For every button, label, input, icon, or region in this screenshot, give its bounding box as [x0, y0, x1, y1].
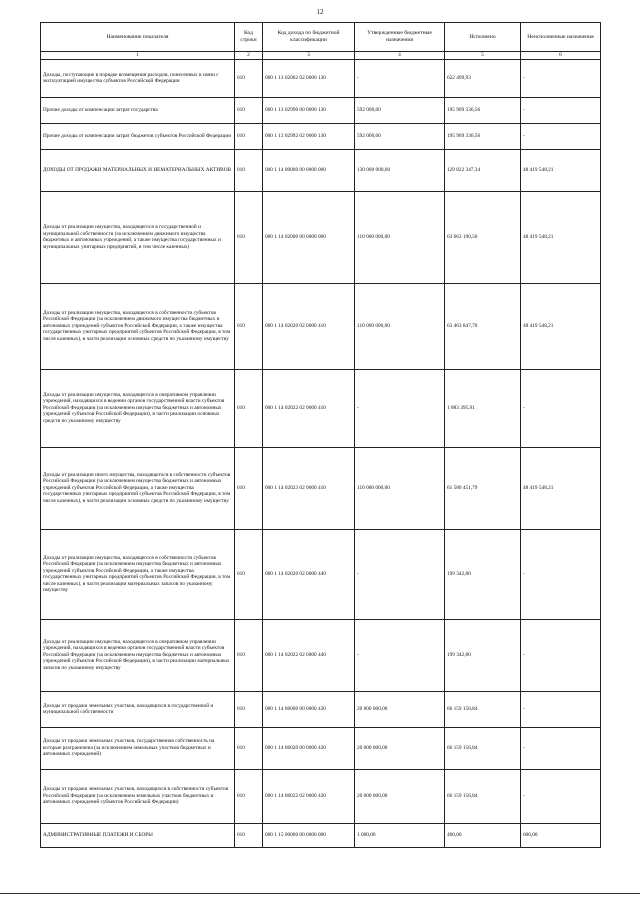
classification-code-cell: 000 1 15 00000 00 0000 000 — [263, 823, 355, 847]
line-code-cell: 010 — [235, 823, 263, 847]
indicator-name-cell: Доходы от реализации имущества, находящегося в собственности субъектов Российской Федерации (за исключением движимого имущества бюджетных и автономных учреждений субъектов Российской Федерации, а также имущества государственных унитарных предприятий субъектов Российской Федерации, в том числе казенных), в части реализации основных средств по указанному имуществу — [41, 283, 235, 369]
indicator-name-cell: Доходы от реализации имущества, находящегося в собственности субъектов Российской Федерации (за исключением имущества бюджетных и автономных учреждений субъектов Российской Федерации, а также имущества государственных унитарных предприятий субъектов Российской Федерации, в том числе казенных), в части реализации материальных запасов по указанному имуществу — [41, 529, 235, 619]
approved-cell: 592 000,00 — [355, 97, 445, 123]
indicator-name-cell: Прочие доходы от компенсации затрат бюджетов субъектов Российской Федерации — [41, 123, 235, 149]
approved-cell: - — [355, 59, 445, 97]
approved-cell: 130 000 000,00 — [355, 149, 445, 191]
unexecuted-cell: - — [521, 619, 601, 691]
classification-code-cell: 000 1 13 02992 02 0000 130 — [263, 123, 355, 149]
line-code-cell: 010 — [235, 149, 263, 191]
executed-cell: 61 580 451,79 — [445, 447, 521, 529]
line-code-cell: 010 — [235, 619, 263, 691]
revenue-table — [40, 22, 601, 848]
executed-cell: 66 159 156,84 — [445, 769, 521, 823]
table-row — [41, 97, 601, 123]
indicator-name-cell: Доходы от реализации имущества, находящегося в государственной и муниципальной собственности (за исключением движимого имущества бюджетных и автономных учреждений, а также имущества государственных и муниципальных унитарных предприятий, в том числе казенных) — [41, 191, 235, 283]
classification-code-cell: 000 1 14 02022 02 0000 410 — [263, 369, 355, 447]
classification-code-cell: 000 1 14 02022 02 0000 440 — [263, 619, 355, 691]
executed-cell: 129 822 347,34 — [445, 149, 521, 191]
header-line-code: Код строки — [235, 23, 263, 52]
unexecuted-cell: 48 419 548,21 — [521, 447, 601, 529]
line-code-cell: 010 — [235, 691, 263, 727]
approved-cell: 1 000,00 — [355, 823, 445, 847]
header-indicator-name: Наименование показателя — [41, 23, 235, 52]
column-number: 2 — [235, 52, 263, 60]
unexecuted-cell: - — [521, 97, 601, 123]
unexecuted-cell: 48 419 548,21 — [521, 283, 601, 369]
line-code-cell: 010 — [235, 191, 263, 283]
executed-cell: 195 969 336,56 — [445, 123, 521, 149]
table-row — [41, 823, 601, 847]
classification-code-cell: 000 1 14 02020 02 0000 440 — [263, 529, 355, 619]
approved-cell: - — [355, 619, 445, 691]
indicator-name-cell: Доходы от реализации имущества, находящегося в оперативном управлении учреждений, находящихся в ведении органов государственной власти субъектов Российской Федерации (за исключением имущества бюджетных и автономных учреждений субъектов Российской Федерации), в части реализации основных средств по указанному имуществу — [41, 369, 235, 447]
approved-cell: 110 000 000,00 — [355, 447, 445, 529]
line-code-cell: 010 — [235, 123, 263, 149]
executed-cell: 66 159 156,84 — [445, 727, 521, 769]
executed-cell: 1 883 395,91 — [445, 369, 521, 447]
classification-code-cell: 000 1 13 02990 00 0000 130 — [263, 97, 355, 123]
classification-code-cell: 000 1 14 06020 00 0000 430 — [263, 727, 355, 769]
line-code-cell: 010 — [235, 283, 263, 369]
unexecuted-cell: - — [521, 727, 601, 769]
executed-cell: 63 663 190,50 — [445, 191, 521, 283]
approved-cell: - — [355, 369, 445, 447]
executed-cell: 66 159 156,84 — [445, 691, 521, 727]
table-row — [41, 529, 601, 619]
unexecuted-cell: 48 419 548,21 — [521, 149, 601, 191]
unexecuted-cell: - — [521, 691, 601, 727]
line-code-cell: 010 — [235, 529, 263, 619]
table-row — [41, 123, 601, 149]
classification-code-cell: 000 1 14 06022 02 0000 430 — [263, 769, 355, 823]
unexecuted-cell: - — [521, 59, 601, 97]
classification-code-cell: 000 1 14 06000 00 0000 430 — [263, 691, 355, 727]
classification-code-cell: 000 1 13 02062 02 0000 130 — [263, 59, 355, 97]
line-code-cell: 010 — [235, 59, 263, 97]
indicator-name-cell: Доходы от реализации иного имущества, находящегося в собственности субъектов Российской Федерации (за исключением имущества бюджетных и автономных учреждений субъектов Российской Федерации, а также имущества государственных унитарных предприятий субъектов Российской Федерации, в том числе казенных), в части реализации основных средств по указанному имуществу — [41, 447, 235, 529]
table-row — [41, 447, 601, 529]
table-row — [41, 149, 601, 191]
unexecuted-cell: 600,00 — [521, 823, 601, 847]
table-row — [41, 727, 601, 769]
indicator-name-cell: Доходы от продажи земельных участков, государственная собственность на которые разграничена (за исключением земельных участков бюджетных и автономных учреждений) — [41, 727, 235, 769]
line-code-cell: 010 — [235, 97, 263, 123]
table-row — [41, 691, 601, 727]
indicator-name-cell: АДМИНИСТРАТИВНЫЕ ПЛАТЕЖИ И СБОРЫ — [41, 823, 235, 847]
line-code-cell: 010 — [235, 727, 263, 769]
executed-cell: 199 342,80 — [445, 619, 521, 691]
executed-cell: 400,00 — [445, 823, 521, 847]
column-number-row — [41, 52, 601, 60]
line-code-cell: 010 — [235, 447, 263, 529]
page-number: 12 — [316, 8, 324, 16]
column-number: 3 — [263, 52, 355, 60]
indicator-name-cell: Доходы от реализации имущества, находящегося в оперативном управлении учреждений, находящихся в ведении органов государственной власти субъектов Российской Федерации (за исключением имущества бюджетных и автономных учреждений субъектов Российской Федерации), в части реализации материальных запасов по указанному имуществу — [41, 619, 235, 691]
unexecuted-cell: - — [521, 123, 601, 149]
indicator-name-cell: Доходы от продажи земельных участков, находящихся в собственности субъектов Российской Федерации (за исключением земельных участков бюджетных и автономных учреждений субъектов Российской Федерации) — [41, 769, 235, 823]
column-number: 1 — [41, 52, 235, 60]
unexecuted-cell: - — [521, 529, 601, 619]
column-number: 6 — [521, 52, 601, 60]
unexecuted-cell: - — [521, 769, 601, 823]
approved-cell: 20 000 000,00 — [355, 769, 445, 823]
executed-cell: 63 463 847,70 — [445, 283, 521, 369]
table-row — [41, 769, 601, 823]
indicator-name-cell: Доходы от продажи земельных участков, находящихся в государственной и муниципальной собственности — [41, 691, 235, 727]
table-row — [41, 283, 601, 369]
header-executed: Исполнено — [445, 23, 521, 52]
classification-code-cell: 000 1 14 02023 02 0000 410 — [263, 447, 355, 529]
classification-code-cell: 000 1 14 02020 02 0000 410 — [263, 283, 355, 369]
indicator-name-cell: Доходы, поступающие в порядке возмещения расходов, понесенных в связи с эксплуатацией имущества субъектов Российской Федерации — [41, 59, 235, 97]
executed-cell: 622 499,93 — [445, 59, 521, 97]
executed-cell: 199 342,80 — [445, 529, 521, 619]
classification-code-cell: 000 1 14 00000 00 0000 000 — [263, 149, 355, 191]
approved-cell: - — [355, 529, 445, 619]
table-row — [41, 619, 601, 691]
table-row — [41, 59, 601, 97]
approved-cell: 110 000 000,00 — [355, 283, 445, 369]
header-row — [41, 23, 601, 52]
unexecuted-cell: 48 419 548,21 — [521, 191, 601, 283]
table-row — [41, 369, 601, 447]
column-number: 5 — [445, 52, 521, 60]
indicator-name-cell: ДОХОДЫ ОТ ПРОДАЖИ МАТЕРИАЛЬНЫХ И НЕМАТЕРИАЛЬНЫХ АКТИВОВ — [41, 149, 235, 191]
classification-code-cell: 000 1 14 02000 00 0000 000 — [263, 191, 355, 283]
unexecuted-cell: - — [521, 369, 601, 447]
approved-cell: 20 000 000,00 — [355, 691, 445, 727]
column-number: 4 — [355, 52, 445, 60]
approved-cell: 20 000 000,00 — [355, 727, 445, 769]
header-unexecuted-assignments: Неисполненные назначения — [521, 23, 601, 52]
header-budget-classification-code: Код дохода по бюджетной классификации — [263, 23, 355, 52]
line-code-cell: 010 — [235, 769, 263, 823]
approved-cell: 110 000 000,00 — [355, 191, 445, 283]
indicator-name-cell: Прочие доходы от компенсации затрат государства — [41, 97, 235, 123]
executed-cell: 195 969 336,56 — [445, 97, 521, 123]
page-bottom-rule — [0, 893, 640, 894]
header-approved-assignments: Утвержденные бюджетные назначения — [355, 23, 445, 52]
line-code-cell: 010 — [235, 369, 263, 447]
table-row — [41, 191, 601, 283]
approved-cell: 592 000,00 — [355, 123, 445, 149]
